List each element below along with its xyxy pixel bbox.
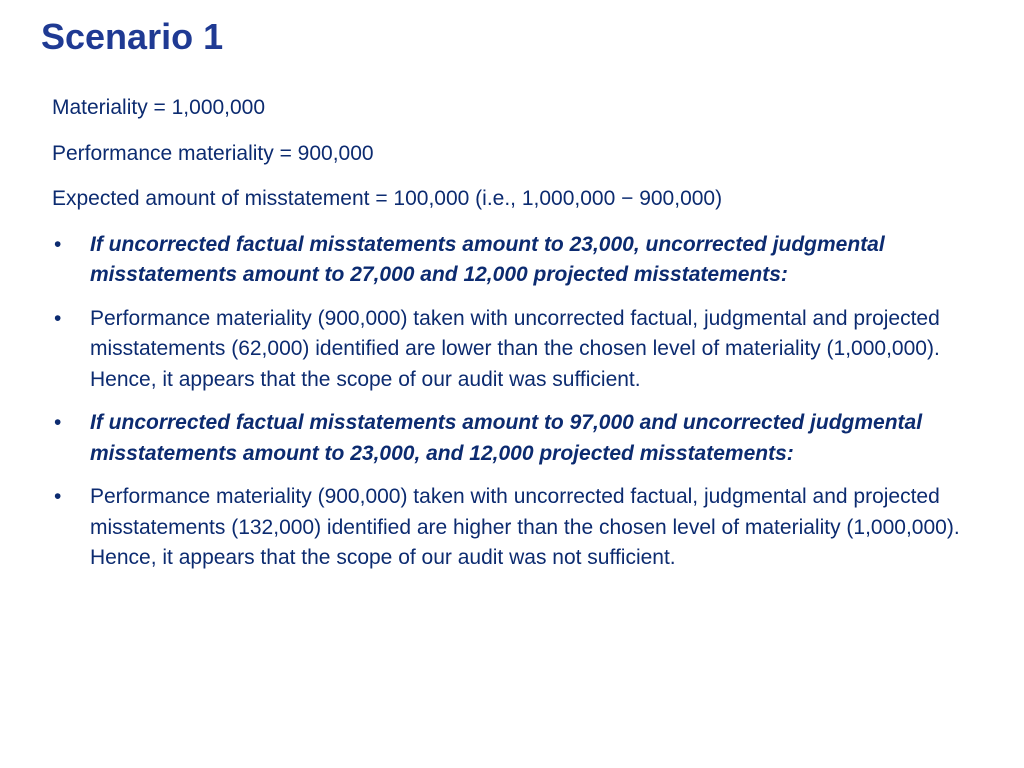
bullet-item (52, 230, 982, 291)
performance-materiality-line: Performance materiality = 900,000 (52, 141, 374, 165)
case-two-conclusion: Performance materiality (900,000) taken with uncorrected factual, judgmental and projected misstatements (132,000) identified are higher than the chosen level of materiality (1,000,000). Hence, it appears that the scope of our audit was not sufficient. (90, 485, 960, 569)
bullet-glyph: • (54, 485, 62, 508)
bullet-glyph: • (54, 306, 62, 330)
bullet-item (52, 304, 982, 396)
case-two-condition: If uncorrected factual misstatements amount to 97,000 and uncorrected judgmental misstatements amount to 23,000, and 12,000 projected misstatements: (90, 411, 923, 465)
expected-misstatement-line: Expected amount of misstatement = 100,000 (i.e., 1,000,000 − 900,000) (52, 187, 723, 210)
slide-title: Scenario 1 (41, 16, 224, 57)
bullet-glyph: • (54, 411, 62, 434)
materiality-line: Materiality = 1,000,000 (52, 96, 266, 119)
bullet-item (52, 408, 982, 469)
bullet-item (52, 482, 982, 574)
bullet-glyph: • (54, 232, 62, 256)
slide-content (52, 93, 982, 587)
case-one-condition: If uncorrected factual misstatements amount to 23,000, uncorrected judgmental misstatements amount to 27,000 and 12,000 projected misstatements: (90, 232, 885, 286)
case-one-conclusion: Performance materiality (900,000) taken with uncorrected factual, judgmental and projected misstatements (62,000) identified are lower than the chosen level of materiality (1,000,000). Hence, it appears that the scope of our audit was sufficient. (90, 306, 940, 391)
